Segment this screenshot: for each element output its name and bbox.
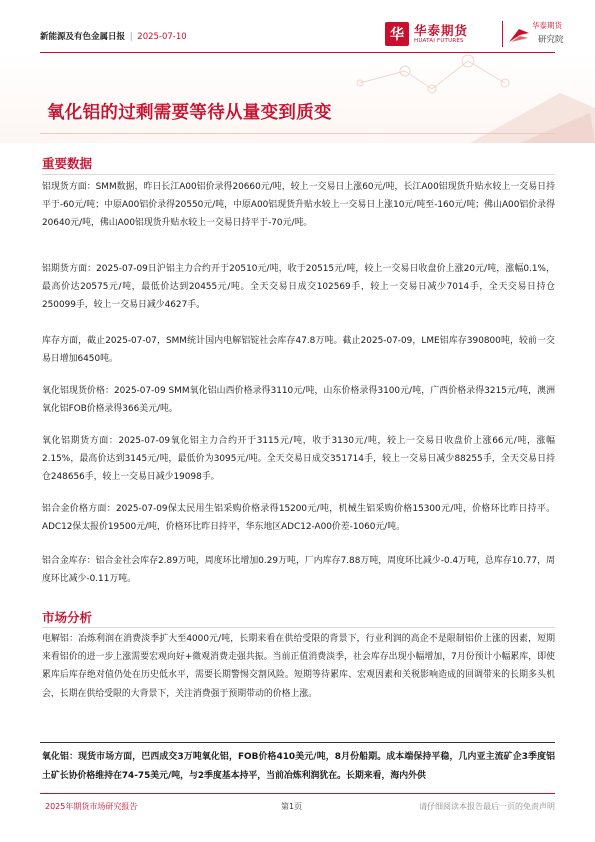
key-data-aluminum-spot: 铝现货方面：SMM数据，昨日长江A00铝价录得20660元/吨，较上一交易日上涨60元/吨，长江A00铝现货升贴水较上一交易日持平于-60元/吨；中原A00铝价录得20550元/吨，中原A00铝现货升贴水较上一交易日上涨10元/吨至-160元/吨；佛山A00铝价录得20640元/吨，佛山A00铝现货升贴水较上一交易日持平于-70元/吨。 [42,182,555,229]
report-date: 2025-07-10 [137,32,187,42]
institute-logo [508,20,568,48]
logo-divider [502,21,503,47]
page-header [40,18,564,52]
key-data-rule [42,174,555,175]
header-separator: | [129,32,133,42]
huatai-logo-icon [385,22,409,46]
institute-swoosh-icon [508,26,530,44]
banner-decoration [0,53,595,143]
key-data-alumina-futures: 氧化铝期货方面：2025-07-09氧化铝主力合约开于3115元/吨，收于3130元/吨，较上一交易日收盘价上涨66元/吨，涨幅2.15%，最高价达到3145元/吨，最低价为3095元/吨。全天交易日成交351714手，较上一交易日减少88255手，全天交易日持仓248656手，较上一交易日减少19098手。 [42,436,555,483]
title-banner [0,53,595,143]
report-name: 新能源及有色金属日报 [40,32,126,42]
key-data-alloy-price: 铝合金价格方面：2025-07-09保太民用生铝采购价格录得15200元/吨，机械生铝采购价格15300元/吨，价格环比昨日持平。ADC12保太报价19500元/吨，价格环比昨日持平，华东地区ADC12-A00价差-1060元/吨。 [42,504,555,533]
institute-line2: 研究院 [538,35,564,45]
market-analysis-rule [42,627,555,628]
footer-report-label: 2025年期货市场研究报告 [45,802,138,811]
institute-line1: 华泰期货 [532,21,562,30]
key-data-aluminum-futures: 铝期货方面：2025-07-09日沪铝主力合约开于20510元/吨，收于20515元/吨，较上一交易日收盘价上涨20元/吨，涨幅0.1%，最高价达20575元/吨，最低价达到20455元/吨。全天交易日成交102569手，较上一交易日减少7014手，全天交易日持仓250099手，较上一交易日减少4627手。 [42,264,555,311]
market-analysis-alumina: 氧化铝：现货市场方面，巴西成交3万吨氧化铝，FOB价格410美元/吨，8月份船期。成本端保持平稳，几内亚主流矿企3季度铝土矿长协价格维持在74-75美元/吨，与2季度基本持平，当前冶炼利润犹在。长期来看，海内外供 [42,752,555,781]
key-data-heading: 重要数据 [42,156,93,171]
footer-page-number: 第1页 [281,802,303,811]
report-meta [40,30,187,42]
key-data-inventory: 库存方面，截止2025-07-07，SMM统计国内电解铝锭社会库存47.8万吨。截止2025-07-09，LME铝库存390800吨，较前一交易日增加6450吨。 [42,336,555,365]
key-data-alumina-spot: 氧化铝现货价格：2025-07-09 SMM氧化铝山西价格录得3110元/吨，山东价格录得3100元/吨，广西价格录得3215元/吨，澳洲氧化铝FOB价格录得366美元/吨。 [42,386,555,415]
huatai-logo [385,20,497,48]
market-analysis-aluminum: 电解铝：冶炼利润在消费淡季扩大至4000元/吨，长期来看在供给受限的背景下，行业利润的高企不是限制铝价上涨的因素，短期来看铝价的进一步上涨需要宏观向好+微观消费走强共振。当前正值消费淡季，社会库存出现小幅增加，7月份预计小幅累库，即使累库后库存绝对值仍处在历史低水平，需要长期警惕交割风险。短期等待累库、宏观因素和关税影响造成的回调带来的长期多头机会，长期在供给受限的大背景下，关注消费强于预期带动的价格上涨。 [42,634,555,699]
report-title: 氧化铝的过剩需要等待从量变到质变 [47,103,332,123]
svg-text:华: 华 [390,27,404,43]
footer-disclaimer: 请仔细阅读本报告最后一页的免责声明 [419,802,555,811]
title-rule [40,133,555,134]
logo-cn-text: 华泰期货 [414,23,469,38]
market-analysis-heading: 市场分析 [42,610,93,625]
footer-rule [40,793,555,794]
key-data-alloy-inventory: 铝合金库存：铝合金社会库存2.89万吨，周度环比增加0.29万吨，厂内库存7.88万吨，周度环比减少-0.4万吨，总库存10.77，周度环比减少-0.11万吨。 [42,556,555,585]
logo-en-text: HUATAI FUTURES [414,38,464,44]
bottom-rule [40,742,555,743]
